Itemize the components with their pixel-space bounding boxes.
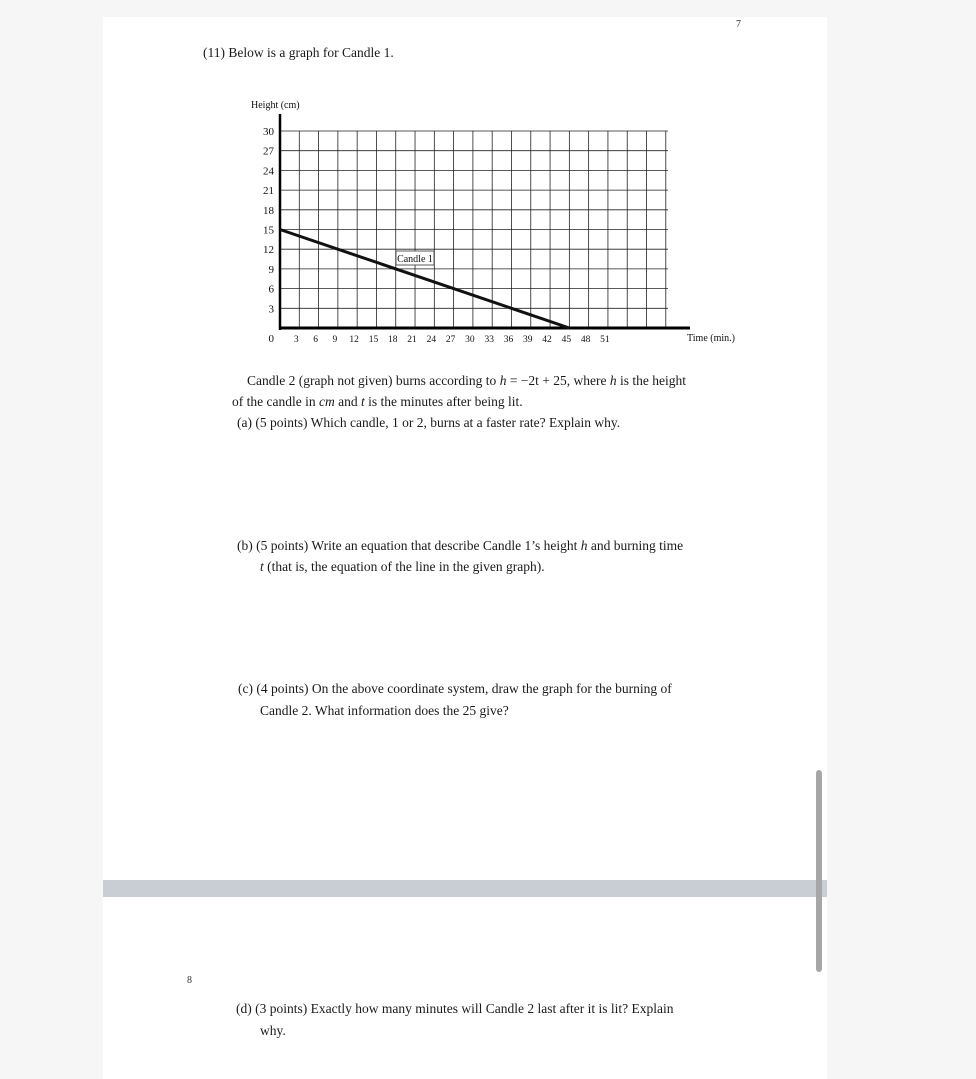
x-tick-label: 27 bbox=[445, 335, 456, 345]
y-axis-title: Height (cm) bbox=[251, 100, 300, 111]
annotation-label: Candle 1 bbox=[397, 254, 433, 265]
x-tick-label: 42 bbox=[542, 335, 552, 345]
x-tick-label: 45 bbox=[561, 335, 572, 345]
part-c-line-1: (c) (4 points) On the above coordinate system, draw the graph for the burning of bbox=[238, 681, 672, 696]
x-tick-label: 51 bbox=[600, 335, 610, 345]
page-separator bbox=[103, 880, 827, 897]
part-b-line-2: t (that is, the equation of the line in the given graph). bbox=[260, 559, 545, 574]
page-number: 8 bbox=[187, 975, 192, 986]
y-tick-label: 18 bbox=[263, 204, 274, 217]
x-tick-label: 39 bbox=[523, 335, 533, 345]
part-d-line-1: (d) (3 points) Exactly how many minutes will Candle 2 last after it is lit? Explain bbox=[236, 1001, 674, 1016]
x-tick-label: 15 bbox=[368, 335, 379, 345]
x-tick-label: 18 bbox=[387, 335, 398, 345]
y-tick-label: 6 bbox=[268, 283, 274, 296]
chart-grid bbox=[280, 131, 668, 328]
y-tick-label: 24 bbox=[263, 165, 274, 178]
page-8 bbox=[103, 897, 827, 1079]
x-axis-title: Time (min.) bbox=[687, 333, 735, 344]
x-tick-label: 24 bbox=[426, 335, 437, 345]
y-tick-label: 15 bbox=[263, 224, 274, 237]
x-tick-label: 36 bbox=[503, 335, 514, 345]
x-tick-label: 3 bbox=[293, 335, 299, 345]
candle-chart bbox=[0, 0, 976, 360]
part-a: (a) (5 points) Which candle, 1 or 2, burns at a faster rate? Explain why. bbox=[237, 415, 621, 430]
x-tick-label: 33 bbox=[484, 335, 494, 345]
y-tick-label: 27 bbox=[263, 145, 274, 158]
x-tick-label: 48 bbox=[580, 335, 591, 345]
page-number: 7 bbox=[736, 19, 741, 30]
vertical-scrollbar[interactable] bbox=[816, 770, 822, 972]
y-tick-labels bbox=[263, 126, 275, 345]
chart-annotations bbox=[396, 251, 434, 265]
part-c-line-2: Candle 2. What information does the 25 give? bbox=[260, 703, 509, 718]
y-tick-label: 9 bbox=[268, 263, 274, 276]
y-tick-label: 12 bbox=[263, 244, 274, 257]
y-tick-label: 3 bbox=[268, 303, 274, 316]
x-tick-labels bbox=[294, 335, 610, 345]
x-tick-label: 12 bbox=[349, 335, 359, 345]
chart-series bbox=[280, 230, 569, 329]
series-line-candle-1 bbox=[280, 230, 569, 329]
x-tick-label: 6 bbox=[313, 335, 318, 345]
intro-line-2: of the candle in cm and t is the minutes after being lit. bbox=[232, 394, 523, 409]
part-b-line-1: (b) (5 points) Write an equation that describe Candle 1’s height h and burning time bbox=[237, 538, 684, 553]
origin-label: 0 bbox=[268, 333, 274, 345]
x-tick-label: 21 bbox=[407, 335, 417, 345]
y-tick-label: 21 bbox=[263, 185, 274, 198]
intro-line-1: Candle 2 (graph not given) burns according to h = −2t + 25, where h is the height bbox=[247, 373, 687, 388]
x-tick-label: 30 bbox=[465, 335, 475, 345]
x-tick-label: 9 bbox=[332, 335, 338, 345]
part-d-line-2: why. bbox=[260, 1023, 286, 1038]
y-tick-label: 30 bbox=[263, 126, 274, 138]
problem-title: (11) Below is a graph for Candle 1. bbox=[203, 45, 394, 60]
